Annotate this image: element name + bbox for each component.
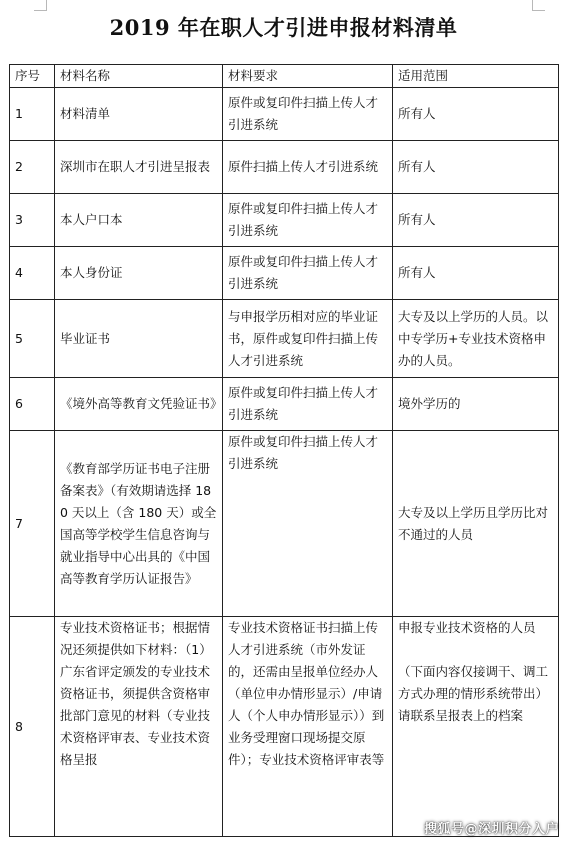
cell-no: 5 [10, 300, 55, 378]
table-row [10, 194, 559, 247]
cell-name: 《教育部学历证书电子注册备案表》（有效期请选择 180 天以上（含 180 天）或全国高等学校学生信息咨询与就业指导中心出具的《中国高等教育学历认证报告》 [55, 431, 223, 617]
table-row [10, 431, 559, 617]
cell-no: 2 [10, 141, 55, 194]
cell-requirement: 原件或复印件扫描上传人才引进系统 [223, 247, 393, 300]
table-row [10, 247, 559, 300]
page-corner-mark-right [532, 0, 545, 11]
cell-requirement: 原件或复印件扫描上传人才引进系统 [223, 194, 393, 247]
cell-no: 1 [10, 88, 55, 141]
table-header-row [10, 65, 559, 88]
table-row [10, 617, 559, 837]
scope-note: （下面内容仅接调干、调工方式办理的情形系统带出） [398, 664, 549, 701]
cell-name: 材料清单 [55, 88, 223, 141]
cell-requirement: 原件或复印件扫描上传人才引进系统 [223, 431, 393, 617]
cell-no: 8 [10, 617, 55, 837]
watermark: 搜狐号@深圳积分入户 [423, 822, 559, 837]
cell-scope: 所有人 [393, 141, 559, 194]
cell-name: 深圳市在职人才引进呈报表 [55, 141, 223, 194]
cell-scope [393, 617, 559, 837]
document-title: 2019 年在职人才引进申报材料清单 [109, 15, 458, 40]
cell-requirement: 原件或复印件扫描上传人才引进系统 [223, 88, 393, 141]
cell-scope: 大专及以上学历且学历比对不通过的人员 [393, 431, 559, 617]
cell-name: 本人户口本 [55, 194, 223, 247]
materials-table [9, 64, 559, 837]
cell-name: 《境外高等教育文凭验证书》 [55, 378, 223, 431]
cell-scope: 大专及以上学历的人员。以中专学历+专业技术资格申办的人员。 [393, 300, 559, 378]
cell-requirement: 原件扫描上传人才引进系统 [223, 141, 393, 194]
table-row [10, 88, 559, 141]
scope-more: 请联系呈报表上的档案 [398, 708, 524, 723]
cell-name: 专业技术资格证书；根据情况还须提供如下材料：（1）广东省评定颁发的专业技术资格证书，须提供含资格审批部门意见的材料（专业技术资格评审表、专业技术资格呈报 [55, 617, 223, 837]
cell-requirement: 专业技术资格证书扫描上传人才引进系统（市外发证的，还需由呈报单位经办人（单位申办情形显示）/申请人（个人申办情形显示））到业务受理窗口现场提交原件）；专业技术资格评审表等 [223, 617, 393, 837]
cell-scope: 境外学历的 [393, 378, 559, 431]
cell-name: 毕业证书 [55, 300, 223, 378]
header-cell-name: 材料名称 [55, 65, 223, 88]
cell-scope: 所有人 [393, 247, 559, 300]
table-row [10, 141, 559, 194]
cell-scope: 所有人 [393, 88, 559, 141]
cell-no: 3 [10, 194, 55, 247]
cell-scope: 所有人 [393, 194, 559, 247]
table-row [10, 378, 559, 431]
cell-no: 7 [10, 431, 55, 617]
header-cell-scope: 适用范围 [393, 65, 559, 88]
page-corner-mark-left [34, 0, 47, 11]
table-row [10, 300, 559, 378]
cell-requirement: 原件或复印件扫描上传人才引进系统 [223, 378, 393, 431]
scope-text: 申报专业技术资格的人员 [398, 620, 536, 635]
cell-requirement: 与申报学历相对应的毕业证书，原件或复印件扫描上传人才引进系统 [223, 300, 393, 378]
cell-no: 6 [10, 378, 55, 431]
cell-name: 本人身份证 [55, 247, 223, 300]
header-cell-requirement: 材料要求 [223, 65, 393, 88]
header-cell-no: 序号 [10, 65, 55, 88]
cell-no: 4 [10, 247, 55, 300]
